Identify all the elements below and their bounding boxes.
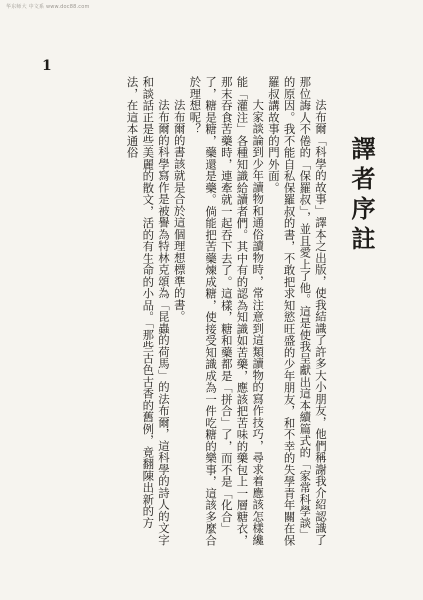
paragraph-3: 法布爾的書該就是合於這個理想標準的書。 bbox=[172, 98, 187, 323]
body-text bbox=[60, 76, 328, 552]
page-number: 1 bbox=[42, 58, 52, 74]
paragraph-1: 法布爾「科學的故事」譯本之出版，使我結識了許多大小朋友，他們稱謝我介紹認識了那位誨人不倦的「保羅叔」，並且愛上了他。這是使我呈獻出這本續篇式的「家常科學談」的原因。我不能自私保羅叔的書，不敢把求知慾旺盛的少年朋友，和不幸的失學青年關在保羅叔講故事的門外面。 bbox=[266, 76, 328, 546]
paragraph-4: 法布爾的科學寫作是被譽為特林克頌為「昆蟲的荷馬」的法布爾，這科學的詩人的文字和談話正是些美麗的散文，活的有生命的小品。「那些古色古香的舊例，竟翻陳出新的方法，在這本通俗 bbox=[125, 76, 171, 546]
page-title: 譯者序註 bbox=[347, 136, 376, 256]
watermark: 华东师大 中文系 www.doc88.com bbox=[6, 4, 90, 10]
paragraph-2: 大家談論到少年讀物和通俗讀物時，常注意到這類讀物的寫作技巧，尋求着應該怎樣纔能「灌注」各種知識給讀者們。其中有的認為知識如苦藥，應該把苦味的藥包上一層糖衣，那末吞食苦藥時，連牽就一起吞下去了。這樣，糖和藥都是「拼合」了，而不是「化合」了，糖是糖，藥還是藥。倘能把苦藥煉成糖，使接受知識成為一件吃糖的樂事，這該多麼合於理想呢？ bbox=[188, 76, 266, 546]
